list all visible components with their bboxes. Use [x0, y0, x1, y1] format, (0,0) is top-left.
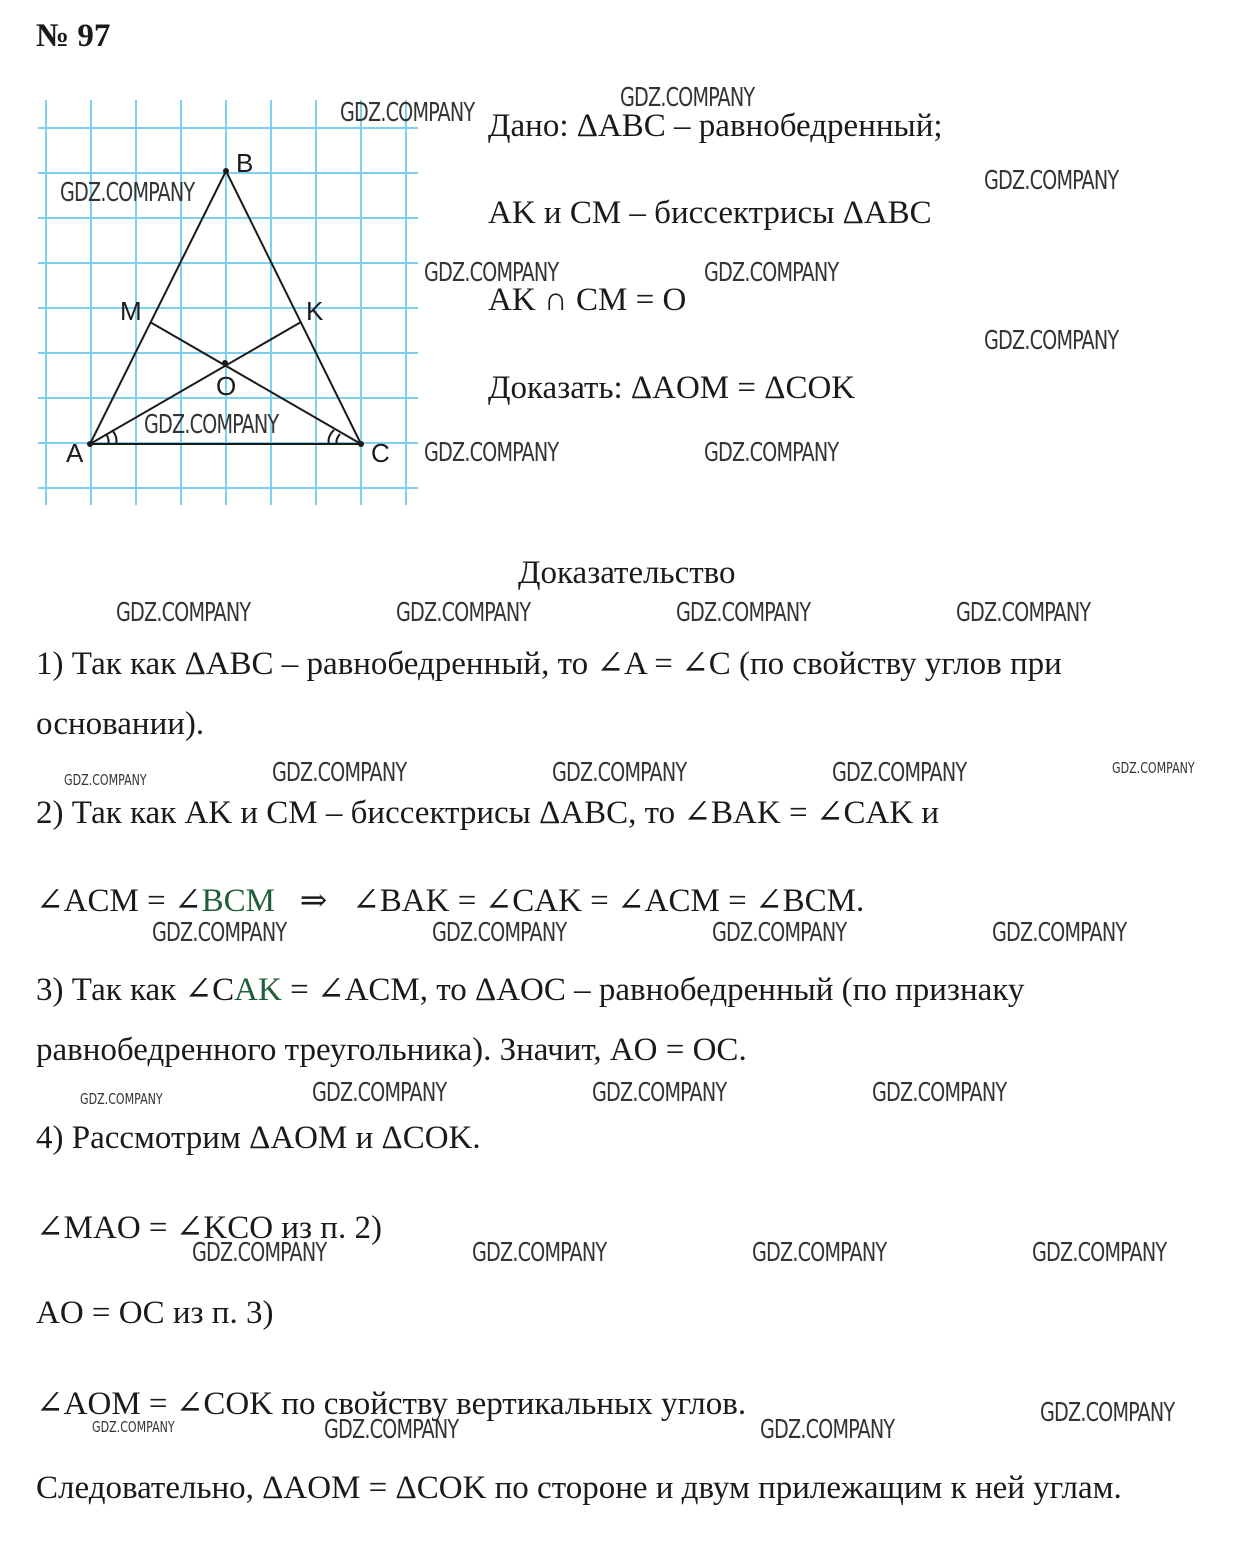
watermark: GDZ.COMPANY	[396, 598, 531, 628]
watermark: GDZ.COMPANY	[676, 598, 811, 628]
step-2-b-green: BCM	[201, 883, 275, 919]
step-3-a-prefix: 3) Так как ∠C	[36, 972, 235, 1008]
watermark: GDZ.COMPANY	[1112, 759, 1195, 777]
label-m: M	[120, 296, 142, 326]
label-a: A	[66, 438, 84, 468]
step-3-b: равнобедренного треугольника). Значит, AO = OC.	[36, 1032, 747, 1068]
watermark: GDZ.COMPANY	[80, 1090, 163, 1108]
label-c: C	[371, 438, 390, 468]
watermark: GDZ.COMPANY	[984, 166, 1119, 196]
watermark: GDZ.COMPANY	[552, 758, 687, 788]
watermark: GDZ.COMPANY	[760, 1415, 895, 1445]
watermark: GDZ.COMPANY	[340, 98, 475, 128]
watermark: GDZ.COMPANY	[424, 438, 559, 468]
problem-number: № 97	[36, 18, 111, 54]
watermark: GDZ.COMPANY	[620, 83, 755, 113]
watermark: GDZ.COMPANY	[92, 1418, 175, 1436]
watermark: GDZ.COMPANY	[192, 1238, 327, 1268]
fact-3: ∠AOM = ∠COK по свойству вертикальных углов.	[36, 1386, 747, 1422]
watermark: GDZ.COMPANY	[144, 410, 279, 440]
step-3-a	[36, 969, 1024, 1009]
step-1-a: 1) Так как ΔABC – равнобедренный, то ∠A = ∠C (по свойству углов при	[36, 646, 1062, 682]
watermark: GDZ.COMPANY	[832, 758, 967, 788]
given-line-3: AK ∩ CM = O	[488, 282, 687, 318]
watermark: GDZ.COMPANY	[752, 1238, 887, 1268]
watermark: GDZ.COMPANY	[1040, 1398, 1175, 1428]
watermark: GDZ.COMPANY	[64, 771, 147, 789]
label-o: O	[216, 371, 237, 401]
watermark: GDZ.COMPANY	[432, 918, 567, 948]
watermark: GDZ.COMPANY	[324, 1415, 459, 1445]
step-3-a-green: AK	[234, 972, 282, 1008]
step-2-b-prefix: ∠ACM = ∠	[36, 883, 202, 919]
angle-arc-a	[112, 430, 117, 444]
watermark: GDZ.COMPANY	[1032, 1238, 1167, 1268]
given-line-1: Дано: ΔABC – равнобедренный;	[488, 108, 943, 144]
given-line-2: AK и CM – биссектрисы ΔABC	[488, 195, 932, 231]
point-c	[358, 441, 364, 447]
point-b	[223, 168, 229, 174]
step-4: 4) Рассмотрим ΔAOM и ΔCOK.	[36, 1120, 481, 1156]
step-2-b-suffix: ⇒ ∠BAK = ∠CAK = ∠ACM = ∠BCM.	[274, 883, 865, 919]
watermark: GDZ.COMPANY	[704, 438, 839, 468]
step-2-b	[36, 880, 864, 920]
watermark: GDZ.COMPANY	[592, 1078, 727, 1108]
watermark: GDZ.COMPANY	[992, 918, 1127, 948]
given-line-4: Доказать: ΔAOM = ΔCOK	[488, 370, 856, 406]
watermark: GDZ.COMPANY	[312, 1078, 447, 1108]
fact-1: ∠MAO = ∠KCO из п. 2)	[36, 1210, 382, 1246]
triangle-figure	[38, 100, 418, 510]
watermark: GDZ.COMPANY	[472, 1238, 607, 1268]
step-1-b: основании).	[36, 706, 205, 742]
watermark: GDZ.COMPANY	[704, 258, 839, 288]
label-k: K	[306, 296, 324, 326]
angle-arc-c	[329, 430, 334, 444]
step-3-a-suffix: = ∠ACM, то ΔAOC – равнобедренный (по признаку	[281, 972, 1025, 1008]
watermark: GDZ.COMPANY	[60, 178, 195, 208]
point-o	[222, 360, 228, 366]
watermark: GDZ.COMPANY	[116, 598, 251, 628]
proof-title: Доказательство	[518, 555, 736, 591]
watermark: GDZ.COMPANY	[956, 598, 1091, 628]
watermark: GDZ.COMPANY	[272, 758, 407, 788]
watermark: GDZ.COMPANY	[984, 326, 1119, 356]
watermark: GDZ.COMPANY	[872, 1078, 1007, 1108]
watermark: GDZ.COMPANY	[712, 918, 847, 948]
watermark: GDZ.COMPANY	[152, 918, 287, 948]
fact-2: AO = OC из п. 3)	[36, 1295, 274, 1331]
point-a	[87, 441, 93, 447]
conclusion: Следовательно, ΔAOM = ΔCOK по стороне и двум прилежащим к ней углам.	[36, 1470, 1122, 1506]
watermark: GDZ.COMPANY	[424, 258, 559, 288]
step-2-a: 2) Так как AK и CM – биссектрисы ΔABC, то ∠BAK = ∠CAK и	[36, 795, 940, 831]
label-b: B	[236, 148, 254, 178]
